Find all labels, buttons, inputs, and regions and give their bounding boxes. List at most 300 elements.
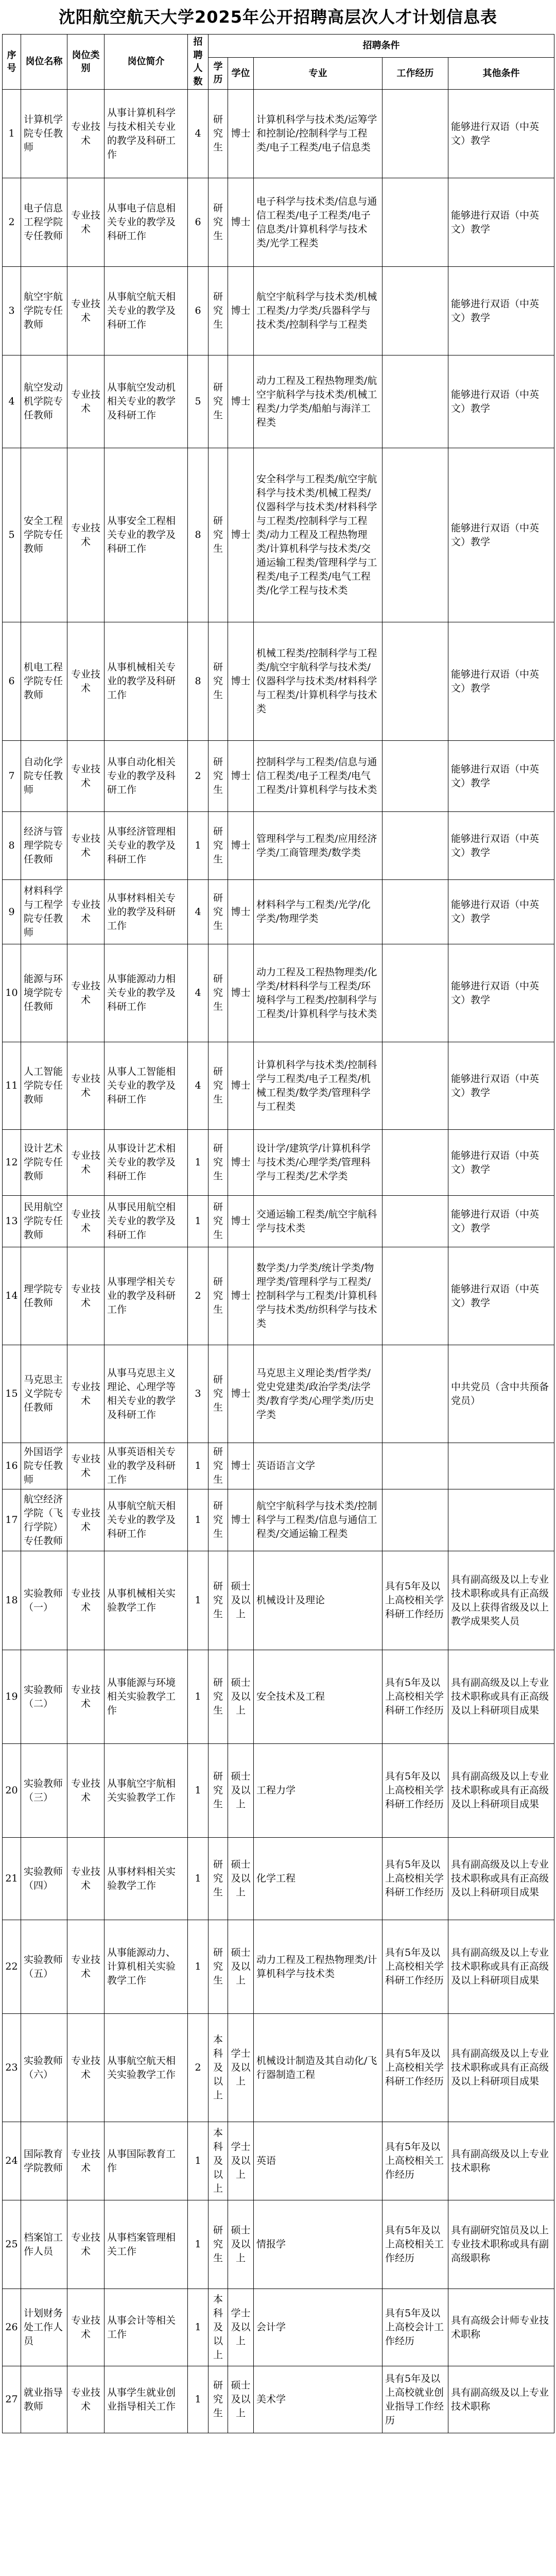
- row-education: 研究生: [208, 267, 228, 355]
- table-row: [3, 622, 554, 741]
- row-type: 专业技术: [67, 1744, 105, 1838]
- table-row: [3, 1345, 554, 1443]
- row-name: 实验教师（五）: [21, 1920, 67, 2014]
- row-degree: 博士: [228, 90, 254, 178]
- row-other: 具有副高级及以上专业技术职称或具有正高级及以上获得省级及以上教学成果奖人员: [448, 1551, 554, 1650]
- row-no: 8: [3, 812, 21, 880]
- row-education: 研究生: [208, 812, 228, 880]
- row-count: 1: [188, 1920, 208, 2014]
- row-other: 能够进行双语（中英文）教学: [448, 741, 554, 812]
- row-education: 研究生: [208, 1838, 228, 1920]
- row-type: 专业技术: [67, 741, 105, 812]
- row-other: 能够进行双语（中英文）教学: [448, 90, 554, 178]
- row-count: 1: [188, 2289, 208, 2366]
- row-education: 研究生: [208, 1744, 228, 1838]
- row-intro: 从事能源与环境相关实验教学工作: [105, 1650, 188, 1744]
- row-experience: 具有5年及以上高校相关学科研工作经历: [383, 2014, 448, 2122]
- table-row: [3, 2014, 554, 2122]
- row-count: 4: [188, 880, 208, 944]
- row-type: 专业技术: [67, 2200, 105, 2289]
- row-count: 2: [188, 2014, 208, 2122]
- row-no: 1: [3, 90, 21, 178]
- row-count: 2: [188, 1247, 208, 1345]
- row-experience: 具有5年及以上高校相关工作经历: [383, 2122, 448, 2200]
- row-education: 研究生: [208, 741, 228, 812]
- row-name: 经济与管理学院专任教师: [21, 812, 67, 880]
- row-experience: [383, 812, 448, 880]
- row-name: 航空经济学院（飞行学院）专任教师: [21, 1489, 67, 1551]
- row-intro: 从事材料相关专业的教学及科研工作: [105, 880, 188, 944]
- row-experience: [383, 1196, 448, 1247]
- row-type: 专业技术: [67, 1920, 105, 2014]
- row-experience: [383, 944, 448, 1042]
- row-degree: 博士: [228, 1130, 254, 1196]
- header-count: 招聘人数: [188, 35, 208, 90]
- row-experience: [383, 1247, 448, 1345]
- row-other: 具有副研究馆员及以上专业技术职称或具有副高级职称: [448, 2200, 554, 2289]
- row-major: 动力工程及工程热物理类/航空宇航科学与技术类/机械工程类/力学类/船舶与海洋工程类: [254, 355, 383, 448]
- header-other: 其他条件: [448, 57, 554, 90]
- row-count: 4: [188, 1042, 208, 1130]
- row-intro: 从事机械相关实验教学工作: [105, 1551, 188, 1650]
- row-degree: 博士: [228, 1345, 254, 1443]
- row-type: 专业技术: [67, 812, 105, 880]
- row-other: 具有副高级及以上专业技术职称或具有正高级及以上科研项目成果: [448, 1920, 554, 2014]
- row-degree: 博士: [228, 448, 254, 622]
- row-intro: 从事电子信息相关专业的教学及科研工作: [105, 178, 188, 267]
- row-count: 1: [188, 2200, 208, 2289]
- row-count: 1: [188, 1744, 208, 1838]
- row-major: 航空宇航科学与技术类/控制科学与工程类/信息与通信工程类/交通运输工程类: [254, 1489, 383, 1551]
- row-count: 1: [188, 1838, 208, 1920]
- table-row: [3, 448, 554, 622]
- row-degree: 硕士及以上: [228, 1650, 254, 1744]
- row-education: 研究生: [208, 1345, 228, 1443]
- row-name: 材料科学与工程学院专任教师: [21, 880, 67, 944]
- row-name: 民用航空学院专任教师: [21, 1196, 67, 1247]
- row-no: 23: [3, 2014, 21, 2122]
- row-intro: 从事航空航天相关实验教学工作: [105, 2014, 188, 2122]
- row-type: 专业技术: [67, 448, 105, 622]
- table-row: [3, 2289, 554, 2366]
- row-education: 研究生: [208, 1130, 228, 1196]
- row-type: 专业技术: [67, 2366, 105, 2433]
- row-major: 英语语言文学: [254, 1443, 383, 1489]
- row-no: 17: [3, 1489, 21, 1551]
- row-name: 实验教师（一）: [21, 1551, 67, 1650]
- row-name: 实验教师（四）: [21, 1838, 67, 1920]
- row-experience: [383, 1345, 448, 1443]
- row-education: 研究生: [208, 1551, 228, 1650]
- row-count: 4: [188, 944, 208, 1042]
- row-name: 计算机学院专任教师: [21, 90, 67, 178]
- row-intro: 从事档案管理相关工作: [105, 2200, 188, 2289]
- header-name: 岗位名称: [21, 35, 67, 90]
- row-other: 能够进行双语（中英文）教学: [448, 1196, 554, 1247]
- row-experience: 具有5年及以上高校相关学科研工作经历: [383, 1650, 448, 1744]
- row-type: 专业技术: [67, 622, 105, 741]
- row-other: 能够进行双语（中英文）教学: [448, 355, 554, 448]
- row-intro: 从事计算机科学与技术相关专业的教学及科研工作: [105, 90, 188, 178]
- row-name: 外国语学院专任教师: [21, 1443, 67, 1489]
- row-intro: 从事会计等相关工作: [105, 2289, 188, 2366]
- row-intro: 从事航空宇航相关实验教学工作: [105, 1744, 188, 1838]
- row-count: 6: [188, 178, 208, 267]
- table-row: [3, 1130, 554, 1196]
- row-education: 研究生: [208, 622, 228, 741]
- row-experience: 具有5年及以上高校就业创业指导工作经历: [383, 2366, 448, 2433]
- row-intro: 从事国际教育工作: [105, 2122, 188, 2200]
- header-intro: 岗位简介: [105, 35, 188, 90]
- row-intro: 从事民用航空相关专业的教学及科研工作: [105, 1196, 188, 1247]
- row-other: 能够进行双语（中英文）教学: [448, 178, 554, 267]
- row-major: 交通运输工程类/航空宇航科学与技术类: [254, 1196, 383, 1247]
- row-name: 设计艺术学院专任教师: [21, 1130, 67, 1196]
- header-degree: 学历: [208, 57, 228, 90]
- row-degree: 硕士及以上: [228, 1920, 254, 2014]
- row-major: 材料科学与工程类/光学/化学类/物理学类: [254, 880, 383, 944]
- table-row: [3, 2366, 554, 2433]
- row-experience: [383, 880, 448, 944]
- row-education: 研究生: [208, 448, 228, 622]
- row-type: 专业技术: [67, 355, 105, 448]
- row-name: 航空发动机学院专任教师: [21, 355, 67, 448]
- row-other: 具有副高级及以上专业技术职称或具有正高级及以上科研项目成果: [448, 1838, 554, 1920]
- row-intro: 从事能源动力相关专业的教学及科研工作: [105, 944, 188, 1042]
- row-intro: 从事机械相关专业的教学及科研工作: [105, 622, 188, 741]
- row-other: 能够进行双语（中英文）教学: [448, 812, 554, 880]
- row-degree: 博士: [228, 944, 254, 1042]
- row-experience: [383, 267, 448, 355]
- table-row: [3, 880, 554, 944]
- row-other: 能够进行双语（中英文）教学: [448, 267, 554, 355]
- row-degree: 学士及以上: [228, 2122, 254, 2200]
- row-major: 安全技术及工程: [254, 1650, 383, 1744]
- row-no: 11: [3, 1042, 21, 1130]
- row-education: 研究生: [208, 944, 228, 1042]
- row-type: 专业技术: [67, 1650, 105, 1744]
- table-row: [3, 1744, 554, 1838]
- row-major: 计算机科学与技术类/控制科学与工程类/电子工程类/机械工程类/数学类/管理科学与工程类: [254, 1042, 383, 1130]
- row-type: 专业技术: [67, 178, 105, 267]
- row-experience: [383, 178, 448, 267]
- row-degree: 博士: [228, 267, 254, 355]
- table-row: [3, 1920, 554, 2014]
- row-other: 具有副高级及以上专业技术职称: [448, 2122, 554, 2200]
- row-count: 2: [188, 741, 208, 812]
- row-count: 1: [188, 1196, 208, 1247]
- row-no: 2: [3, 178, 21, 267]
- header-experience: 工作经历: [383, 57, 448, 90]
- row-education: 研究生: [208, 1650, 228, 1744]
- row-count: 1: [188, 1489, 208, 1551]
- row-intro: 从事人工智能相关专业的教学及科研工作: [105, 1042, 188, 1130]
- row-intro: 从事材料相关实验教学工作: [105, 1838, 188, 1920]
- table-row: [3, 1443, 554, 1489]
- row-education: 研究生: [208, 1196, 228, 1247]
- row-name: 国际教育学院教师: [21, 2122, 67, 2200]
- row-other: 具有副高级及以上专业技术职称或具有正高级及以上科研项目成果: [448, 1650, 554, 1744]
- table-row: [3, 1838, 554, 1920]
- row-experience: [383, 622, 448, 741]
- row-other: 具有副高级及以上专业技术职称或具有正高级及以上科研项目成果: [448, 1744, 554, 1838]
- row-experience: [383, 1130, 448, 1196]
- row-degree: 博士: [228, 880, 254, 944]
- row-no: 15: [3, 1345, 21, 1443]
- row-count: 4: [188, 90, 208, 178]
- table-row: [3, 355, 554, 448]
- row-no: 18: [3, 1551, 21, 1650]
- row-count: 1: [188, 1650, 208, 1744]
- row-count: 1: [188, 2122, 208, 2200]
- row-count: 8: [188, 448, 208, 622]
- row-degree: 博士: [228, 1443, 254, 1489]
- row-major: 工程力学: [254, 1744, 383, 1838]
- header-major: 专业: [254, 57, 383, 90]
- row-name: 档案馆工作人员: [21, 2200, 67, 2289]
- row-degree: 硕士及以上: [228, 2366, 254, 2433]
- table-row: [3, 2200, 554, 2289]
- row-degree: 博士: [228, 1489, 254, 1551]
- row-count: 1: [188, 1130, 208, 1196]
- table-row: [3, 1650, 554, 1744]
- row-other: 能够进行双语（中英文）教学: [448, 880, 554, 944]
- row-intro: 从事理学相关专业的教学及科研工作: [105, 1247, 188, 1345]
- row-intro: 从事英语相关专业的教学及科研工作: [105, 1443, 188, 1489]
- table-row: [3, 944, 554, 1042]
- row-experience: [383, 90, 448, 178]
- row-degree: 博士: [228, 1042, 254, 1130]
- row-major: 情报学: [254, 2200, 383, 2289]
- row-no: 9: [3, 880, 21, 944]
- row-experience: [383, 1489, 448, 1551]
- row-experience: 具有5年及以上高校相关学科研工作经历: [383, 1744, 448, 1838]
- row-education: 本科及以上: [208, 2122, 228, 2200]
- row-other: 中共党员（含中共预备党员）: [448, 1345, 554, 1443]
- row-other: 能够进行双语（中英文）教学: [448, 1247, 554, 1345]
- row-major: 马克思主义理论类/哲学类/党史党建类/政治学类/法学类/教育学类/心理学类/历史学类: [254, 1345, 383, 1443]
- row-no: 10: [3, 944, 21, 1042]
- row-type: 专业技术: [67, 1042, 105, 1130]
- row-count: 1: [188, 812, 208, 880]
- row-name: 安全工程学院专任教师: [21, 448, 67, 622]
- page-title: 沈阳航空航天大学2025年公开招聘高层次人才计划信息表: [58, 7, 498, 27]
- row-no: 19: [3, 1650, 21, 1744]
- row-major: 设计学/建筑学/计算机科学与技术类/心理学类/管理科学与工程类/艺术学类: [254, 1130, 383, 1196]
- row-no: 26: [3, 2289, 21, 2366]
- row-no: 6: [3, 622, 21, 741]
- row-name: 人工智能学院专任教师: [21, 1042, 67, 1130]
- row-type: 专业技术: [67, 880, 105, 944]
- row-experience: 具有5年及以上高校会计工作经历: [383, 2289, 448, 2366]
- row-other: 能够进行双语（中英文）教学: [448, 944, 554, 1042]
- row-intro: 从事安全工程相关专业的教学及科研工作: [105, 448, 188, 622]
- row-degree: 博士: [228, 622, 254, 741]
- row-intro: 从事马克思主义理论、心理学等相关专业的教学及科研工作: [105, 1345, 188, 1443]
- row-count: 1: [188, 1551, 208, 1650]
- row-major: 航空宇航科学与技术类/机械工程类/力学类/兵器科学与技术类/控制科学与工程类: [254, 267, 383, 355]
- row-experience: 具有5年及以上高校相关学科研工作经历: [383, 1920, 448, 2014]
- table-row: [3, 2122, 554, 2200]
- row-intro: 从事航空发动机相关专业的教学及科研工作: [105, 355, 188, 448]
- row-intro: 从事经济管理相关专业的教学及科研工作: [105, 812, 188, 880]
- row-experience: 具有5年及以上高校相关学科研工作经历: [383, 1838, 448, 1920]
- row-type: 专业技术: [67, 2122, 105, 2200]
- row-name: 实验教师（六）: [21, 2014, 67, 2122]
- row-major: 动力工程及工程热物理类/化学类/材料科学与工程类/环境科学与工程类/控制科学与工程类/计算机科学与技术类: [254, 944, 383, 1042]
- row-degree: 硕士及以上: [228, 1744, 254, 1838]
- row-count: 5: [188, 355, 208, 448]
- row-name: 机电工程学院专任教师: [21, 622, 67, 741]
- row-name: 计划财务处工作人员: [21, 2289, 67, 2366]
- row-degree: 博士: [228, 355, 254, 448]
- row-major: 化学工程: [254, 1838, 383, 1920]
- row-experience: [383, 741, 448, 812]
- row-experience: [383, 1042, 448, 1130]
- row-count: 1: [188, 2366, 208, 2433]
- row-intro: 从事自动化相关专业的教学及科研工作: [105, 741, 188, 812]
- table-row: [3, 1551, 554, 1650]
- row-education: 本科及以上: [208, 2014, 228, 2122]
- row-intro: 从事航空航天相关专业的教学及科研工作: [105, 267, 188, 355]
- row-experience: [383, 1443, 448, 1489]
- row-count: 3: [188, 1345, 208, 1443]
- row-degree: 博士: [228, 812, 254, 880]
- row-no: 22: [3, 1920, 21, 2014]
- row-other: 具有副高级及以上专业技术职称: [448, 2366, 554, 2433]
- row-degree: 硕士及以上: [228, 2200, 254, 2289]
- row-major: 计算机科学与技术类/运筹学和控制论/控制科学与工程类/电子工程类/电子信息类: [254, 90, 383, 178]
- row-major: 控制科学与工程类/信息与通信工程类/电子工程类/电气工程类/计算机科学与技术类: [254, 741, 383, 812]
- row-no: 7: [3, 741, 21, 812]
- header-xuewei: 学位: [228, 57, 254, 90]
- table-row: [3, 1489, 554, 1551]
- row-type: 专业技术: [67, 1443, 105, 1489]
- table-row: [3, 741, 554, 812]
- row-education: 研究生: [208, 2366, 228, 2433]
- row-major: 机械工程类/控制科学与工程类/航空宇航科学与技术类/仪器科学与技术类/材料科学与工程类/计算机科学与技术类: [254, 622, 383, 741]
- row-name: 能源与环境学院专任教师: [21, 944, 67, 1042]
- table-row: [3, 1042, 554, 1130]
- row-other: [448, 1443, 554, 1489]
- row-major: 电子科学与技术类/信息与通信工程类/电子工程类/电子信息类/计算机科学与技术类/光学工程类: [254, 178, 383, 267]
- row-type: 专业技术: [67, 1196, 105, 1247]
- row-major: 会计学: [254, 2289, 383, 2366]
- row-education: 研究生: [208, 355, 228, 448]
- row-education: 研究生: [208, 1042, 228, 1130]
- row-education: 研究生: [208, 880, 228, 944]
- row-education: 研究生: [208, 1920, 228, 2014]
- row-no: 25: [3, 2200, 21, 2289]
- row-no: 21: [3, 1838, 21, 1920]
- table-body: [3, 90, 554, 2433]
- row-other: 能够进行双语（中英文）教学: [448, 448, 554, 622]
- row-major: 管理科学与工程类/应用经济学类/工商管理类/数学类: [254, 812, 383, 880]
- row-major: 机械设计及理论: [254, 1551, 383, 1650]
- row-education: 研究生: [208, 178, 228, 267]
- row-type: 专业技术: [67, 2289, 105, 2366]
- recruitment-table: [2, 34, 554, 2433]
- row-no: 14: [3, 1247, 21, 1345]
- row-other: 能够进行双语（中英文）教学: [448, 622, 554, 741]
- row-education: 研究生: [208, 1489, 228, 1551]
- row-education: 研究生: [208, 1443, 228, 1489]
- row-name: 就业指导教师: [21, 2366, 67, 2433]
- row-type: 专业技术: [67, 2014, 105, 2122]
- row-other: [448, 1489, 554, 1551]
- row-degree: 学士及以上: [228, 2289, 254, 2366]
- row-type: 专业技术: [67, 267, 105, 355]
- row-intro: 从事航空航天相关专业的教学及科研工作: [105, 1489, 188, 1551]
- row-education: 研究生: [208, 1247, 228, 1345]
- row-count: 1: [188, 1443, 208, 1489]
- row-no: 5: [3, 448, 21, 622]
- table-row: [3, 178, 554, 267]
- row-type: 专业技术: [67, 944, 105, 1042]
- row-degree: 博士: [228, 178, 254, 267]
- row-name: 实验教师（二）: [21, 1650, 67, 1744]
- row-education: 研究生: [208, 90, 228, 178]
- row-no: 4: [3, 355, 21, 448]
- table-row: [3, 1247, 554, 1345]
- header-type: 岗位类别: [67, 35, 105, 90]
- table-row: [3, 90, 554, 178]
- row-degree: 博士: [228, 1247, 254, 1345]
- header-no: 序号: [3, 35, 21, 90]
- row-experience: 具有5年及以上高校相关工作经历: [383, 2200, 448, 2289]
- row-no: 12: [3, 1130, 21, 1196]
- row-degree: 硕士及以上: [228, 1838, 254, 1920]
- row-other: 具有高级会计师专业技术职称: [448, 2289, 554, 2366]
- row-name: 航空宇航学院专任教师: [21, 267, 67, 355]
- row-degree: 博士: [228, 1196, 254, 1247]
- row-other: 能够进行双语（中英文）教学: [448, 1130, 554, 1196]
- row-education: 本科及以上: [208, 2289, 228, 2366]
- row-no: 3: [3, 267, 21, 355]
- row-major: 数学类/力学类/统计学类/物理学类/管理科学与工程类/控制科学与工程类/计算机科学与技术类/纺织科学与技术类: [254, 1247, 383, 1345]
- row-intro: 从事设计艺术相关专业的教学及科研工作: [105, 1130, 188, 1196]
- row-degree: 硕士及以上: [228, 1551, 254, 1650]
- row-no: 27: [3, 2366, 21, 2433]
- row-type: 专业技术: [67, 1489, 105, 1551]
- row-other: 能够进行双语（中英文）教学: [448, 1042, 554, 1130]
- row-intro: 从事学生就业创业指导相关工作: [105, 2366, 188, 2433]
- row-type: 专业技术: [67, 90, 105, 178]
- row-no: 16: [3, 1443, 21, 1489]
- row-type: 专业技术: [67, 1247, 105, 1345]
- row-no: 13: [3, 1196, 21, 1247]
- row-intro: 从事能源动力、计算机相关实验教学工作: [105, 1920, 188, 2014]
- row-type: 专业技术: [67, 1838, 105, 1920]
- row-name: 实验教师（三）: [21, 1744, 67, 1838]
- row-name: 自动化学院专任教师: [21, 741, 67, 812]
- row-name: 理学院专任教师: [21, 1247, 67, 1345]
- row-major: 机械设计制造及其自动化/飞行器制造工程: [254, 2014, 383, 2122]
- header-conditions: 招聘条件: [208, 35, 554, 58]
- row-count: 8: [188, 622, 208, 741]
- row-experience: [383, 355, 448, 448]
- row-count: 6: [188, 267, 208, 355]
- row-other: 具有副高级及以上专业技术职称或具有正高级及以上科研项目成果: [448, 2014, 554, 2122]
- row-no: 24: [3, 2122, 21, 2200]
- row-type: 专业技术: [67, 1345, 105, 1443]
- row-degree: 博士: [228, 741, 254, 812]
- row-major: 动力工程及工程热物理类/计算机科学与技术类: [254, 1920, 383, 2014]
- row-type: 专业技术: [67, 1130, 105, 1196]
- row-experience: 具有5年及以上高校相关学科研工作经历: [383, 1551, 448, 1650]
- row-name: 马克思主义学院专任教师: [21, 1345, 67, 1443]
- row-major: 美术学: [254, 2366, 383, 2433]
